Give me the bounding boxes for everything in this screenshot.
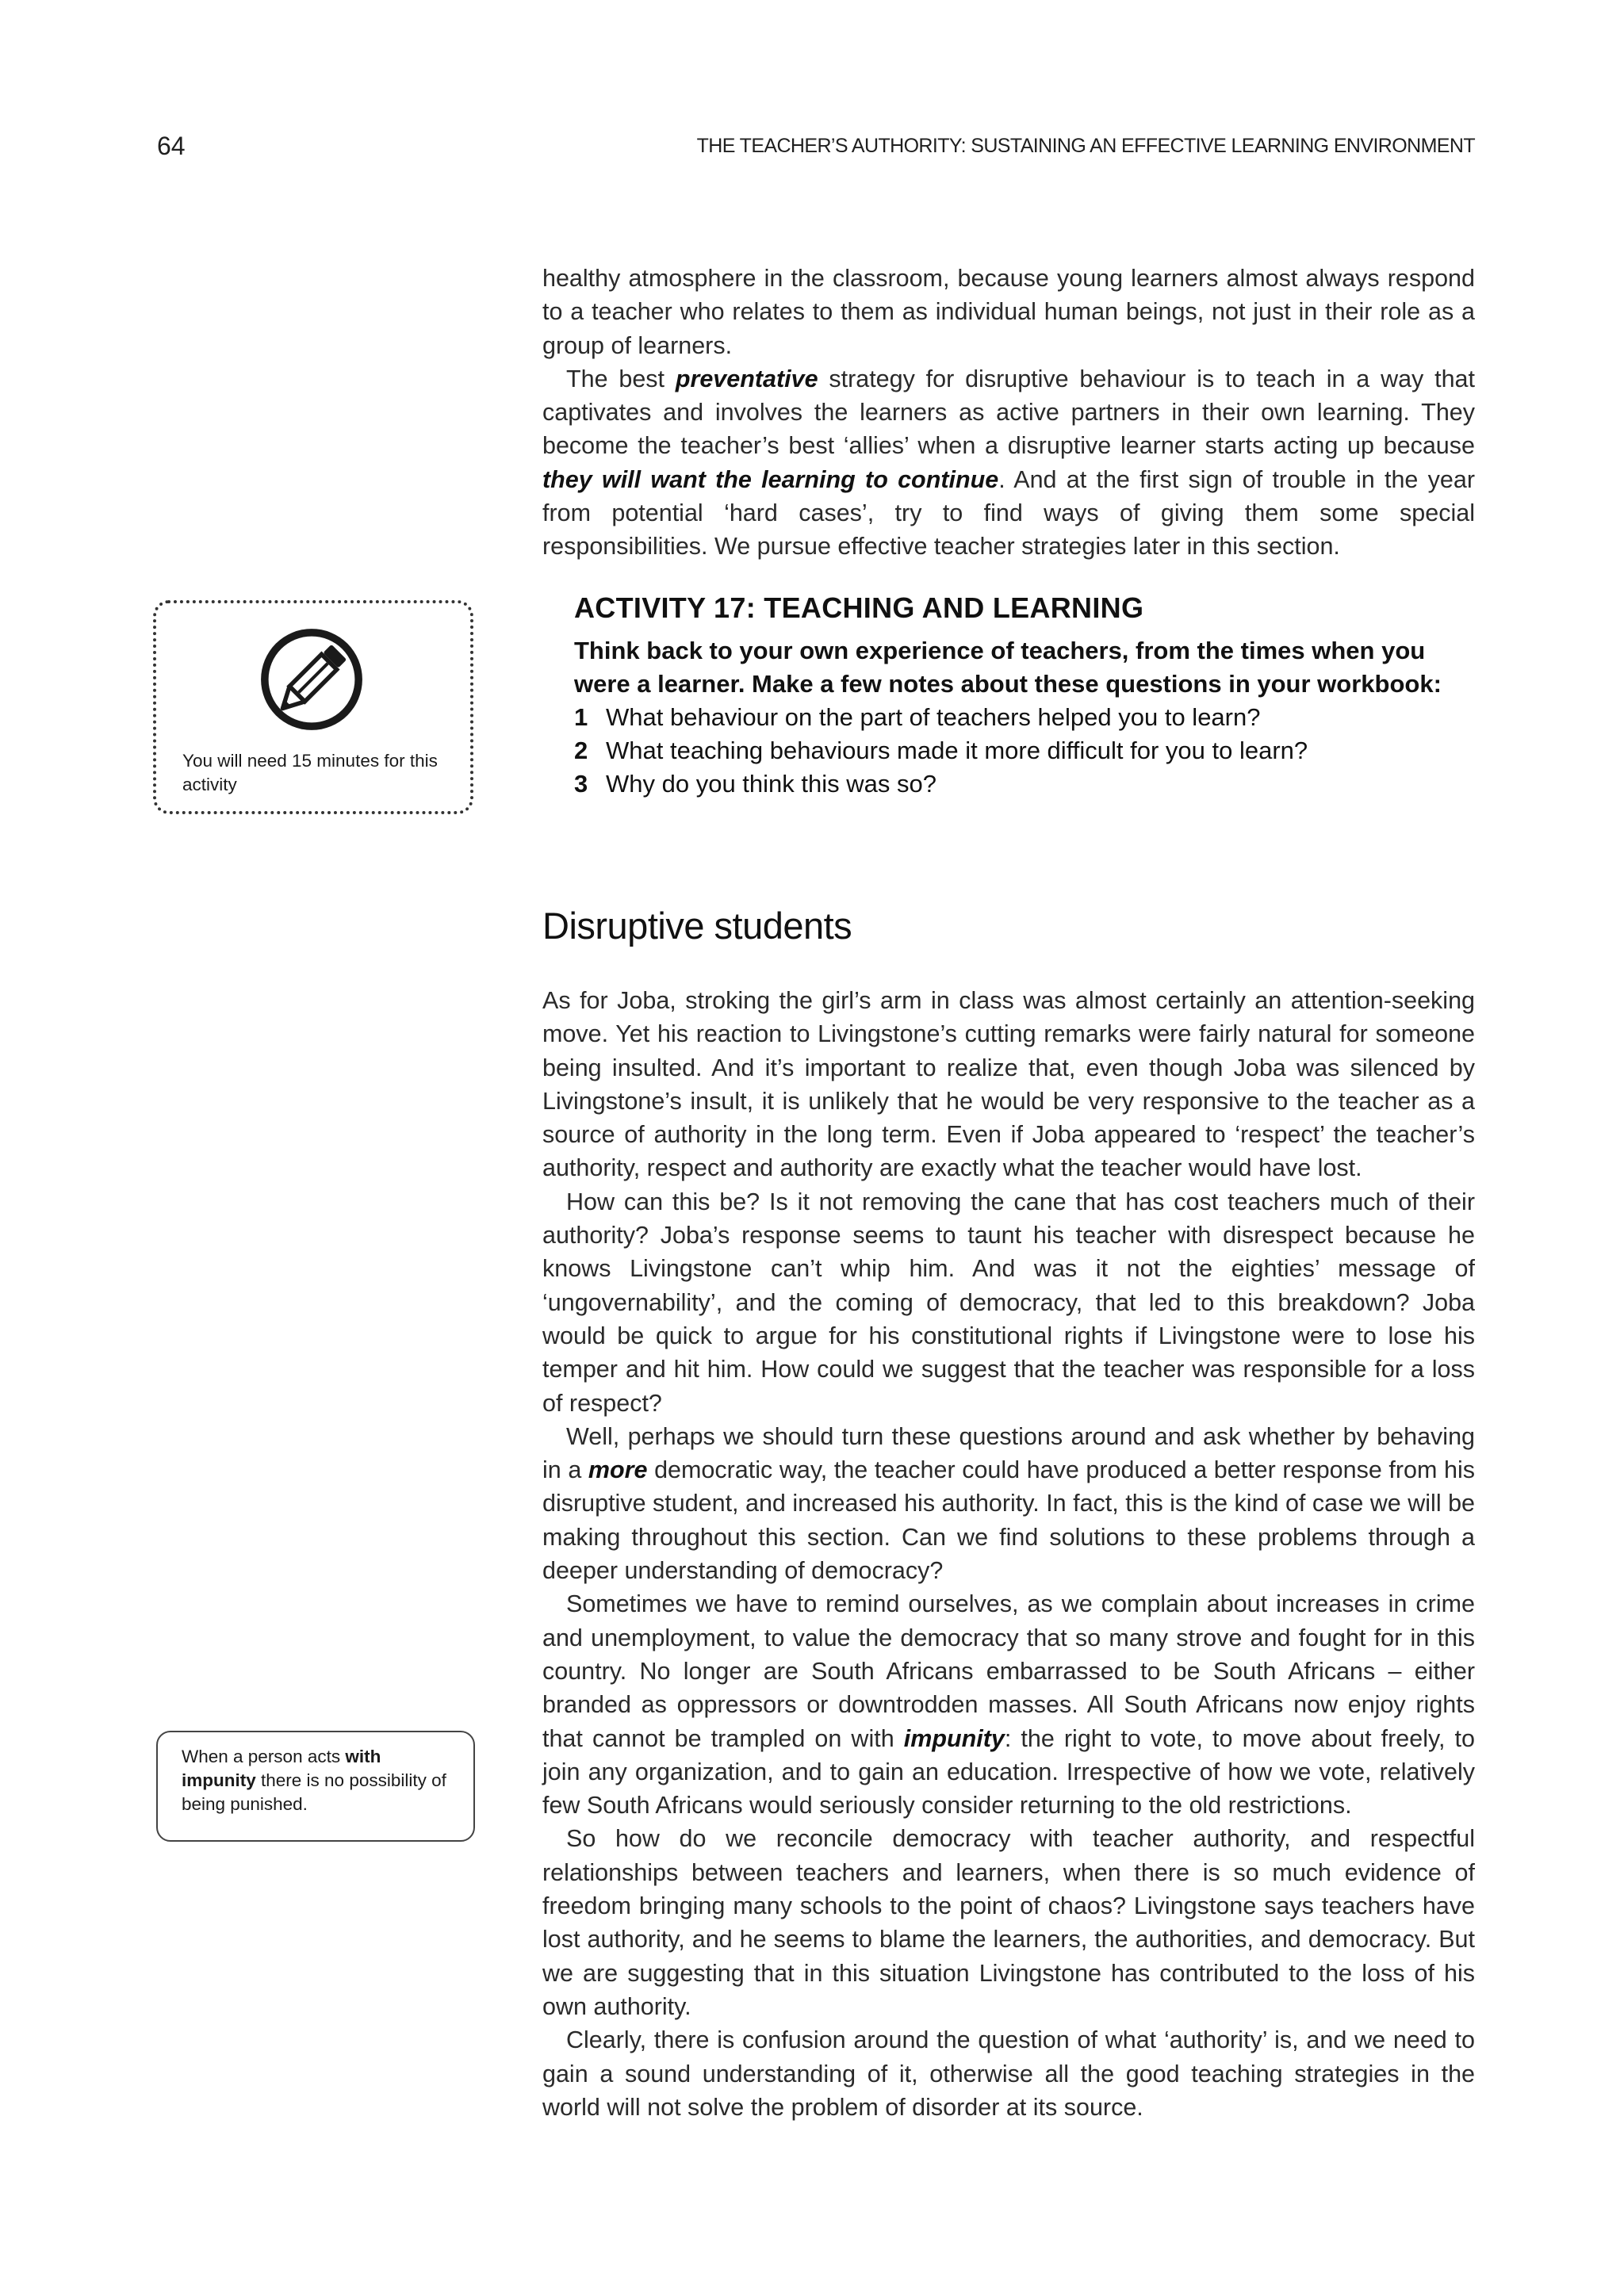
activity-time-note: You will need 15 minutes for this activity xyxy=(182,751,438,794)
pencil-icon xyxy=(258,626,366,733)
emphasis-impunity: impunity xyxy=(903,1724,1005,1752)
activity-instructions: Think back to your own experience of teachers, from the times when you were a learner. Make a few notes about these questions in your workbook: xyxy=(574,637,1442,698)
emphasis-more: more xyxy=(588,1456,648,1484)
running-head: THE TEACHER’S AUTHORITY: SUSTAINING AN EFFECTIVE LEARNING ENVIRONMENT xyxy=(696,135,1475,157)
section-paragraph-3: Well, perhaps we should turn these questions around and ask whether by behaving in a more democratic way, the teacher could have produced a better response from his disruptive student, and increased his authority. In fact, this is the kind of case we will be making throughout this section. Can we find solutions to these problems through a deeper understanding of democracy? xyxy=(542,1422,1475,1585)
activity-questions xyxy=(574,701,1475,801)
emphasis-learning-continue: they will want the learning to continue xyxy=(542,465,999,493)
activity-box xyxy=(574,591,1475,801)
glossary-box xyxy=(156,1731,475,1842)
section-paragraph-4: Sometimes we have to remind ourselves, as we complain about increases in crime and unemployment, to value the democracy that so many strove and fought for in this country. No longer are South Africans embarrassed to be South Africans – either branded as oppressors or downtrodden masses. All South Africans now enjoy rights that cannot be trampled on with impunity: the right to vote, to move about freely, to join any organization, and to gain an education. Irrespective of how we vote, relatively few South Africans would seriously consider returning to the old restrictions. xyxy=(542,1590,1475,1820)
section-paragraph-5: So how do we reconcile democracy with teacher authority, and respectful relationships between teachers and learners, when there is so much evidence of freedom bringing many schools to the point of chaos? Livingstone says teachers have lost authority, and he seems to blame the learners, the authorities, and democracy. But we are suggesting that in this situation Livingstone has contributed to the loss of his own authority. xyxy=(542,1825,1475,2020)
glossary-term: with impunity xyxy=(182,1747,381,1790)
intro-text xyxy=(542,262,1475,564)
page-number: 64 xyxy=(157,132,186,160)
glossary-note: When a person acts with impunity there is no possibility of being punished. xyxy=(182,1747,446,1814)
activity-time-box xyxy=(153,600,473,814)
section-paragraph-2: How can this be? Is it not removing the cane that has cost teachers much of their authority? Joba’s response seems to taunt his teacher with disrespect because he knows Livingstone can’t whip him. And was it not the eighties’ message of ‘ungovernability’, and the coming of democracy, that led to this breakdown? Joba would be quick to argue for his constitutional rights if Livingstone were to lose his temper and hit him. How could we suggest that the teacher was responsible for a loss of respect? xyxy=(542,1188,1475,1417)
section-heading: Disruptive students xyxy=(542,905,852,947)
emphasis-preventative: preventative xyxy=(675,365,818,392)
section-paragraph-1: As for Joba, stroking the girl’s arm in class was almost certainly an attention-seeking move. Yet his reaction to Livingstone’s cutting remarks were fairly natural for someone being insulted. And it’s important to realize that, even though Joba was silenced by Livingstone’s insult, it is unlikely that he would be very responsive to the teacher as a source of authority in the long term. Even if Joba appeared to ‘respect’ the teacher’s authority, respect and authority are exactly what the teacher would have lost. xyxy=(542,987,1475,1182)
activity-title: ACTIVITY 17: TEACHING AND LEARNING xyxy=(574,591,1144,624)
activity-question: 1 What behaviour on the part of teachers helped you to learn? xyxy=(574,703,1261,731)
intro-paragraph-1: healthy atmosphere in the classroom, because young learners almost always respond to a teacher who relates to them as individual human beings, not just in their role as a group of learners. xyxy=(542,265,1475,359)
section-paragraph-6: Clearly, there is confusion around the question of what ‘authority’ is, and we need to gain a sound understanding of it, otherwise all the good teaching strategies in the world will not solve the problem of disorder at its source. xyxy=(542,2026,1475,2121)
intro-paragraph-2: The best preventative strategy for disruptive behaviour is to teach in a way that captivates and involves the learners as active partners in their own learning. They become the teacher’s best ‘allies’ when a disruptive learner starts acting up because they will want the learning to continue. And at the first sign of trouble in the year from potential ‘hard cases’, try to find ways of giving them some special responsibilities. We pursue effective teacher strategies later in this section. xyxy=(542,365,1475,561)
section-text xyxy=(542,984,1475,2124)
activity-question: 3 Why do you think this was so? xyxy=(574,770,936,798)
activity-question: 2 What teaching behaviours made it more difficult for you to learn? xyxy=(574,737,1308,764)
